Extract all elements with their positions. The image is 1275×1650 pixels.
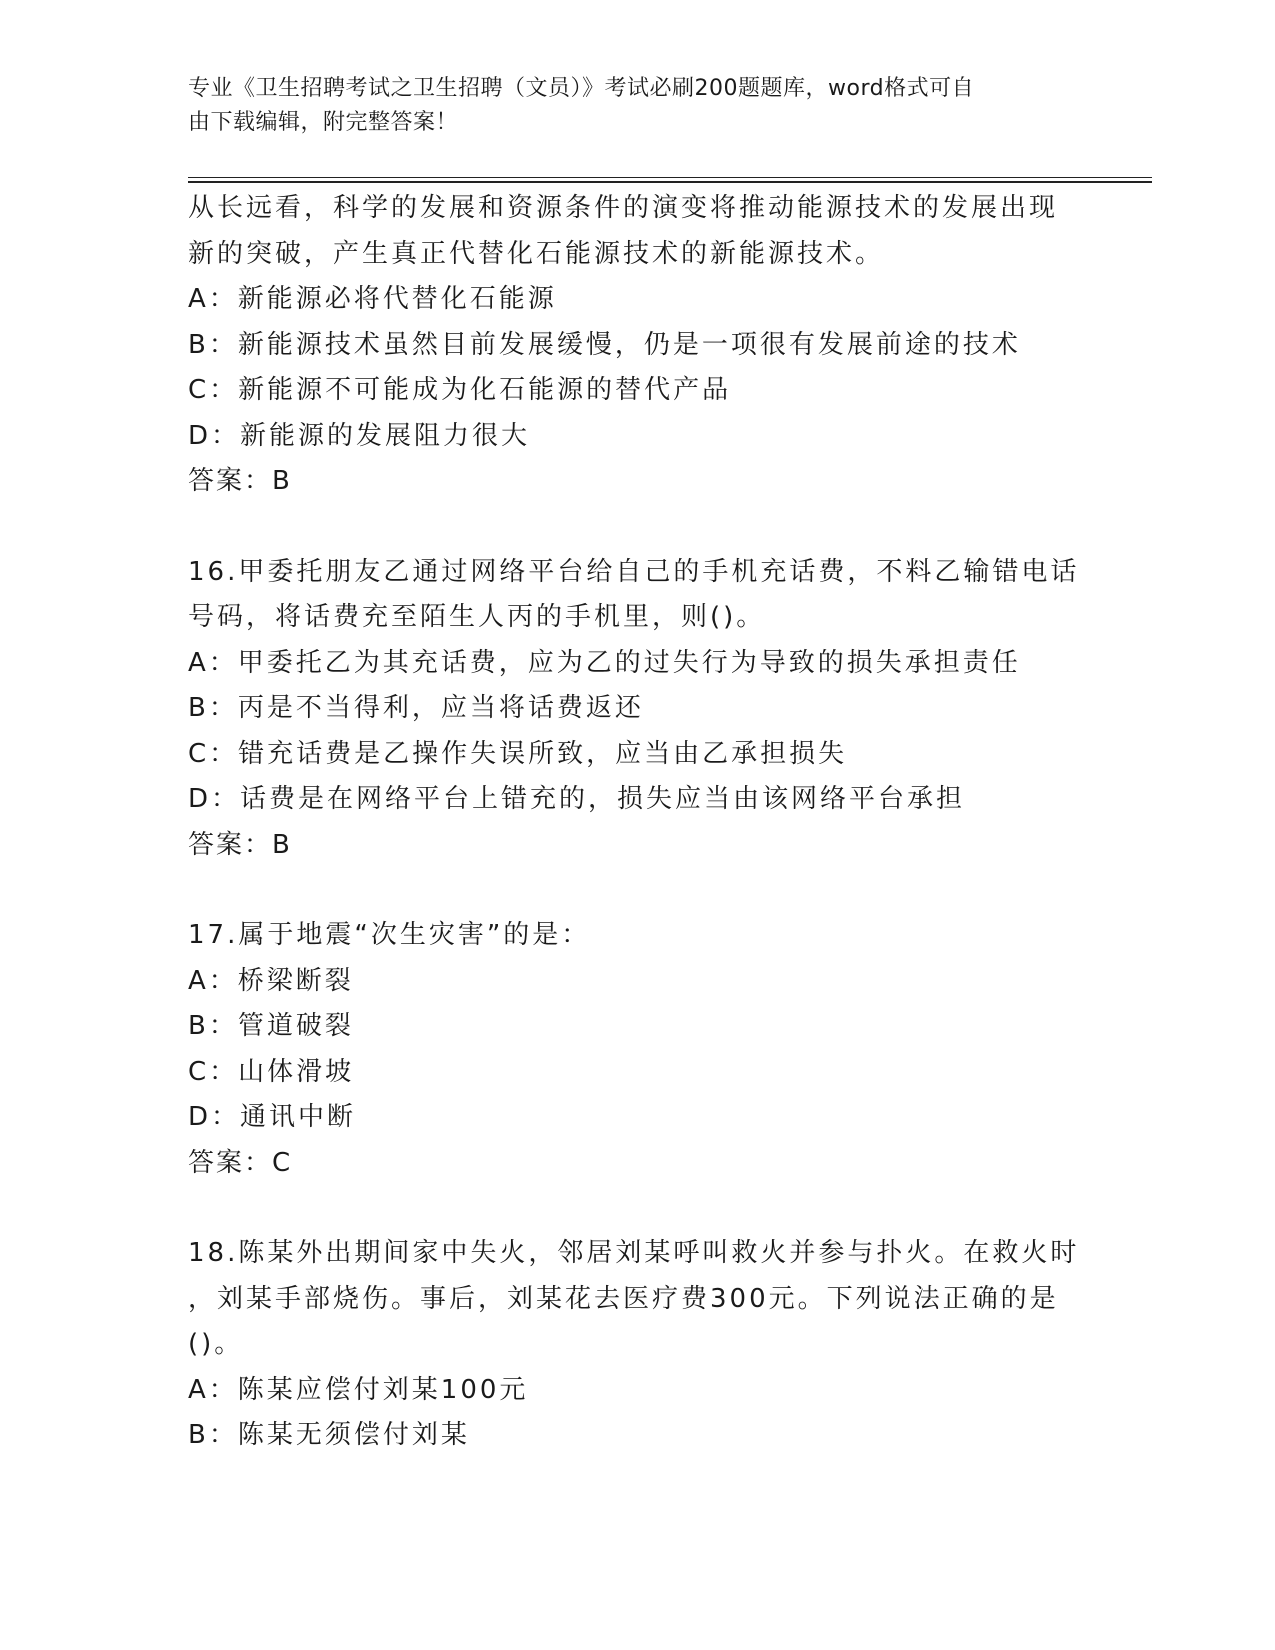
question-list bbox=[188, 186, 1088, 1459]
question-spacer bbox=[188, 505, 1088, 550]
question-stem-line: 号码，将话费充至陌生人丙的手机里，则()。 bbox=[188, 602, 766, 632]
option-c: C：新能源不可能成为化石能源的替代产品 bbox=[188, 375, 732, 405]
header-title-line-1: 专业《卫生招聘考试之卫生招聘（文员）》考试必刷200题题库，word格式可自 bbox=[188, 76, 975, 101]
option-d: D：通讯中断 bbox=[188, 1102, 357, 1132]
option-b: B：新能源技术虽然目前发展缓慢，仍是一项很有发展前途的技术 bbox=[188, 329, 1021, 360]
question-stem-line: 从长远看，科学的发展和资源条件的演变将推动能源技术的发展出现 bbox=[188, 193, 1059, 223]
question-18 bbox=[188, 1231, 1088, 1459]
option-b: B：丙是不当得利，应当将话费返还 bbox=[188, 693, 644, 723]
option-c: C：错充话费是乙操作失误所致，应当由乙承担损失 bbox=[188, 738, 848, 769]
answer-line: 答案：C bbox=[188, 1147, 293, 1178]
question-stem-line: 16.甲委托朋友乙通过网络平台给自己的手机充话费，不料乙输错电话 bbox=[188, 556, 1080, 587]
question-stem-line: ()。 bbox=[188, 1329, 244, 1359]
header-title-line-2: 由下载编辑，附完整答案！ bbox=[188, 110, 459, 135]
question-stem-line: 18.陈某外出期间家中失火，邻居刘某呼叫救火并参与扑火。在救火时 bbox=[188, 1238, 1080, 1268]
option-d: D：话费是在网络平台上错充的，损失应当由该网络平台承担 bbox=[188, 784, 966, 814]
answer-line: 答案：B bbox=[188, 466, 292, 496]
question-17 bbox=[188, 913, 1088, 1186]
question-stem-line: 新的突破，产生真正代替化石能源技术的新能源技术。 bbox=[188, 238, 885, 269]
option-b: B：管道破裂 bbox=[188, 1011, 354, 1041]
question-stem-line: ，刘某手部烧伤。事后，刘某花去医疗费300元。下列说法正确的是 bbox=[188, 1283, 1059, 1314]
answer-line: 答案：B bbox=[188, 829, 292, 860]
question-spacer bbox=[188, 868, 1088, 913]
question-stem-line: 17.属于地震“次生灾害”的是： bbox=[188, 920, 591, 950]
question-spacer bbox=[188, 1186, 1088, 1231]
header-divider-thin bbox=[188, 177, 1152, 178]
option-b: B：陈某无须偿付刘某 bbox=[188, 1420, 470, 1450]
option-c: C：山体滑坡 bbox=[188, 1056, 355, 1087]
question-15 bbox=[188, 186, 1088, 505]
document-header bbox=[188, 72, 1068, 140]
question-16 bbox=[188, 550, 1088, 869]
option-d: D：新能源的发展阻力很大 bbox=[188, 420, 531, 451]
option-a: A：桥梁断裂 bbox=[188, 965, 354, 996]
option-a: A：甲委托乙为其充话费，应为乙的过失行为导致的损失承担责任 bbox=[188, 647, 1021, 678]
option-a: A：陈某应偿付刘某100元 bbox=[188, 1374, 529, 1405]
header-divider-thick bbox=[188, 181, 1152, 183]
option-a: A：新能源必将代替化石能源 bbox=[188, 284, 557, 314]
